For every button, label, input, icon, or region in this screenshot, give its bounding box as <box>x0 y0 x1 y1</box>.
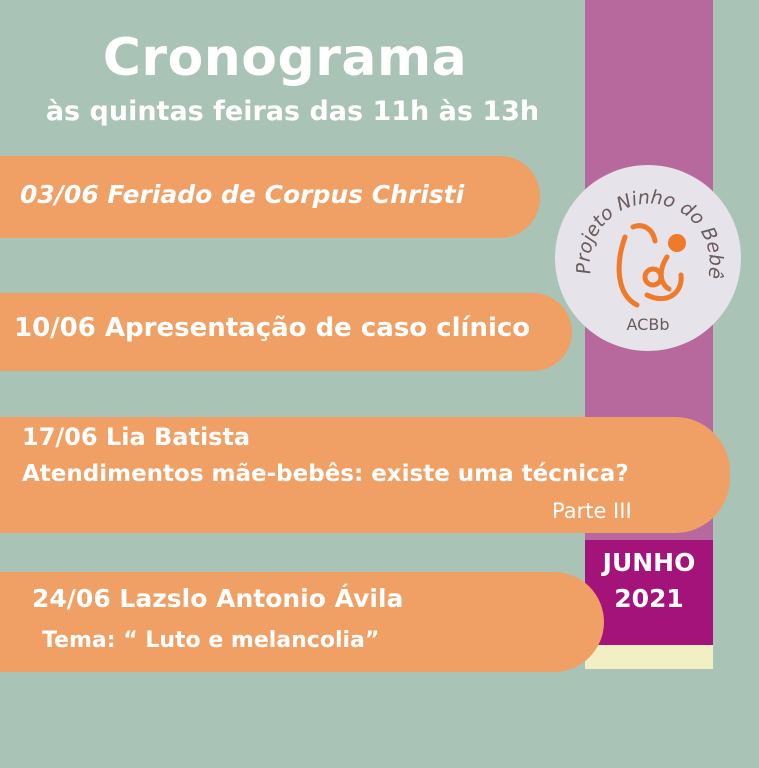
project-logo <box>555 165 741 351</box>
logo-ring-text: Projeto Ninho do Bebê <box>572 186 727 281</box>
schedule-item-text: 03/06 Feriado de Corpus Christi <box>20 180 465 209</box>
schedule-item-topic: Atendimentos mãe-bebês: existe uma técnica? <box>22 461 629 487</box>
schedule-item-part: Parte III <box>552 499 632 523</box>
schedule-item-2406 <box>0 572 604 672</box>
schedule-item-text: 10/06 Apresentação de caso clínico <box>14 313 531 343</box>
month-label: JUNHO <box>602 548 696 577</box>
schedule-item-topic: Tema: “ Luto e melancolia” <box>42 628 380 653</box>
year-label: 2021 <box>614 584 684 613</box>
schedule-item-1706 <box>0 417 730 533</box>
page-title: Cronograma <box>102 28 468 88</box>
schedule-item-speaker: 17/06 Lia Batista <box>22 423 251 451</box>
page-subtitle: às quintas feiras das 11h às 13h <box>45 96 540 127</box>
logo-org-label: ACBb <box>626 315 670 334</box>
month-badge <box>585 545 713 617</box>
schedule-item-1006 <box>0 293 572 371</box>
schedule-item-0306 <box>0 156 540 238</box>
cream-stripe <box>585 645 713 669</box>
schedule-item-speaker: 24/06 Lazslo Antonio Ávila <box>32 584 404 613</box>
mother-child-icon <box>619 226 686 305</box>
